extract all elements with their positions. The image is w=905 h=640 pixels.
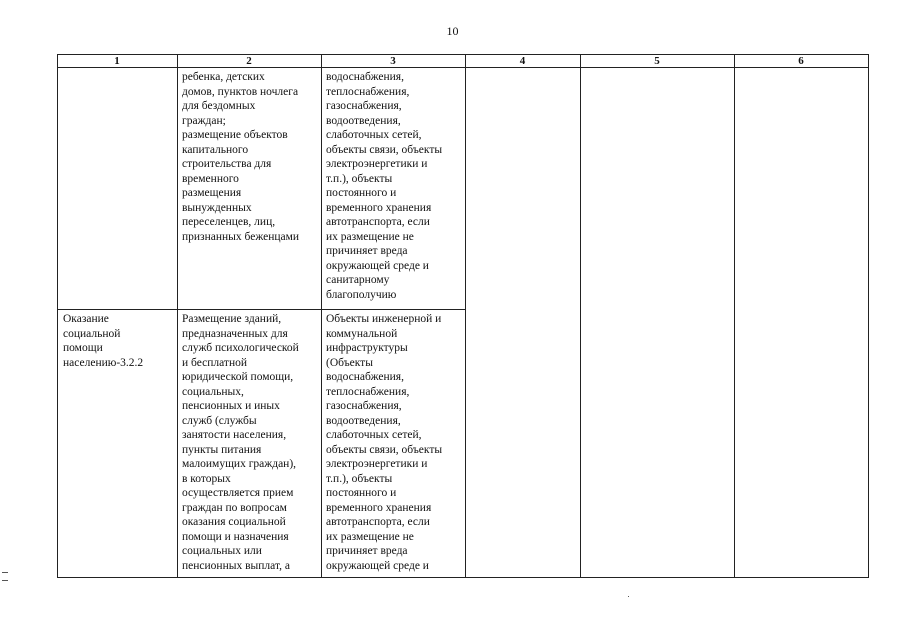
border-right bbox=[868, 54, 869, 578]
scan-dot bbox=[628, 596, 629, 597]
header-bottom-border bbox=[57, 67, 869, 68]
column-header-6: 6 bbox=[798, 55, 804, 67]
border-col2-col3 bbox=[321, 54, 322, 578]
column-header-5: 5 bbox=[654, 55, 660, 67]
row2-col2-text: Размещение зданий, предназначенных для служб психологической и бесплатной юридической помощи, социальных, пенсионных и иных служб (службы занятости населения, пункты питания малоимущих граждан), в которых осуществляется прием граждан по вопросам оказания социальной помощи и назначения социальных или пенсионных выплат, а bbox=[182, 313, 299, 572]
table-bottom-border bbox=[57, 577, 869, 578]
border-col4-col5 bbox=[580, 54, 581, 578]
column-header-3: 3 bbox=[390, 55, 396, 67]
border-col1-col2 bbox=[177, 54, 178, 578]
border-col5-col6 bbox=[734, 54, 735, 578]
column-header-1: 1 bbox=[114, 55, 120, 67]
row1-col3-text: водоснабжения, теплоснабжения, газоснабжения, водоотведения, слаботочных сетей, объекты связи, объекты электроэнергетики и т.п.), объекты постоянного и временного хранения автотранспорта, если их размещение не причиняет вреда окружающей среде и санитарному благополучию bbox=[326, 71, 443, 301]
row1-col2-text: ребенка, детских домов, пунктов ночлега для бездомных граждан; размещение объектов капитального строительства для временного размещения вынужденных переселенцев, лиц, признанных беженцами bbox=[182, 71, 300, 243]
scan-mark bbox=[2, 572, 8, 573]
row2-col3-text: Объекты инженерной и коммунальной инфраструктуры (Объекты водоснабжения, теплоснабжения, газоснабжения, водоотведения, слаботочных сетей, объекты связи, объекты электроэнергетики и т.п.), объекты постоянного и временного хранения автотранспорта, если их размещение не причиняет вреда окружающей среде и bbox=[326, 313, 443, 572]
column-header-4: 4 bbox=[519, 55, 526, 67]
scan-mark bbox=[2, 580, 8, 581]
column-header-2: 2 bbox=[246, 55, 252, 67]
border-col3-col4 bbox=[465, 54, 466, 578]
page-number: 10 bbox=[446, 24, 459, 38]
border-left bbox=[57, 54, 58, 578]
row2-col1-text: Оказание социальной помощи населению-3.2.2 bbox=[63, 313, 144, 369]
row-divider bbox=[57, 309, 466, 310]
